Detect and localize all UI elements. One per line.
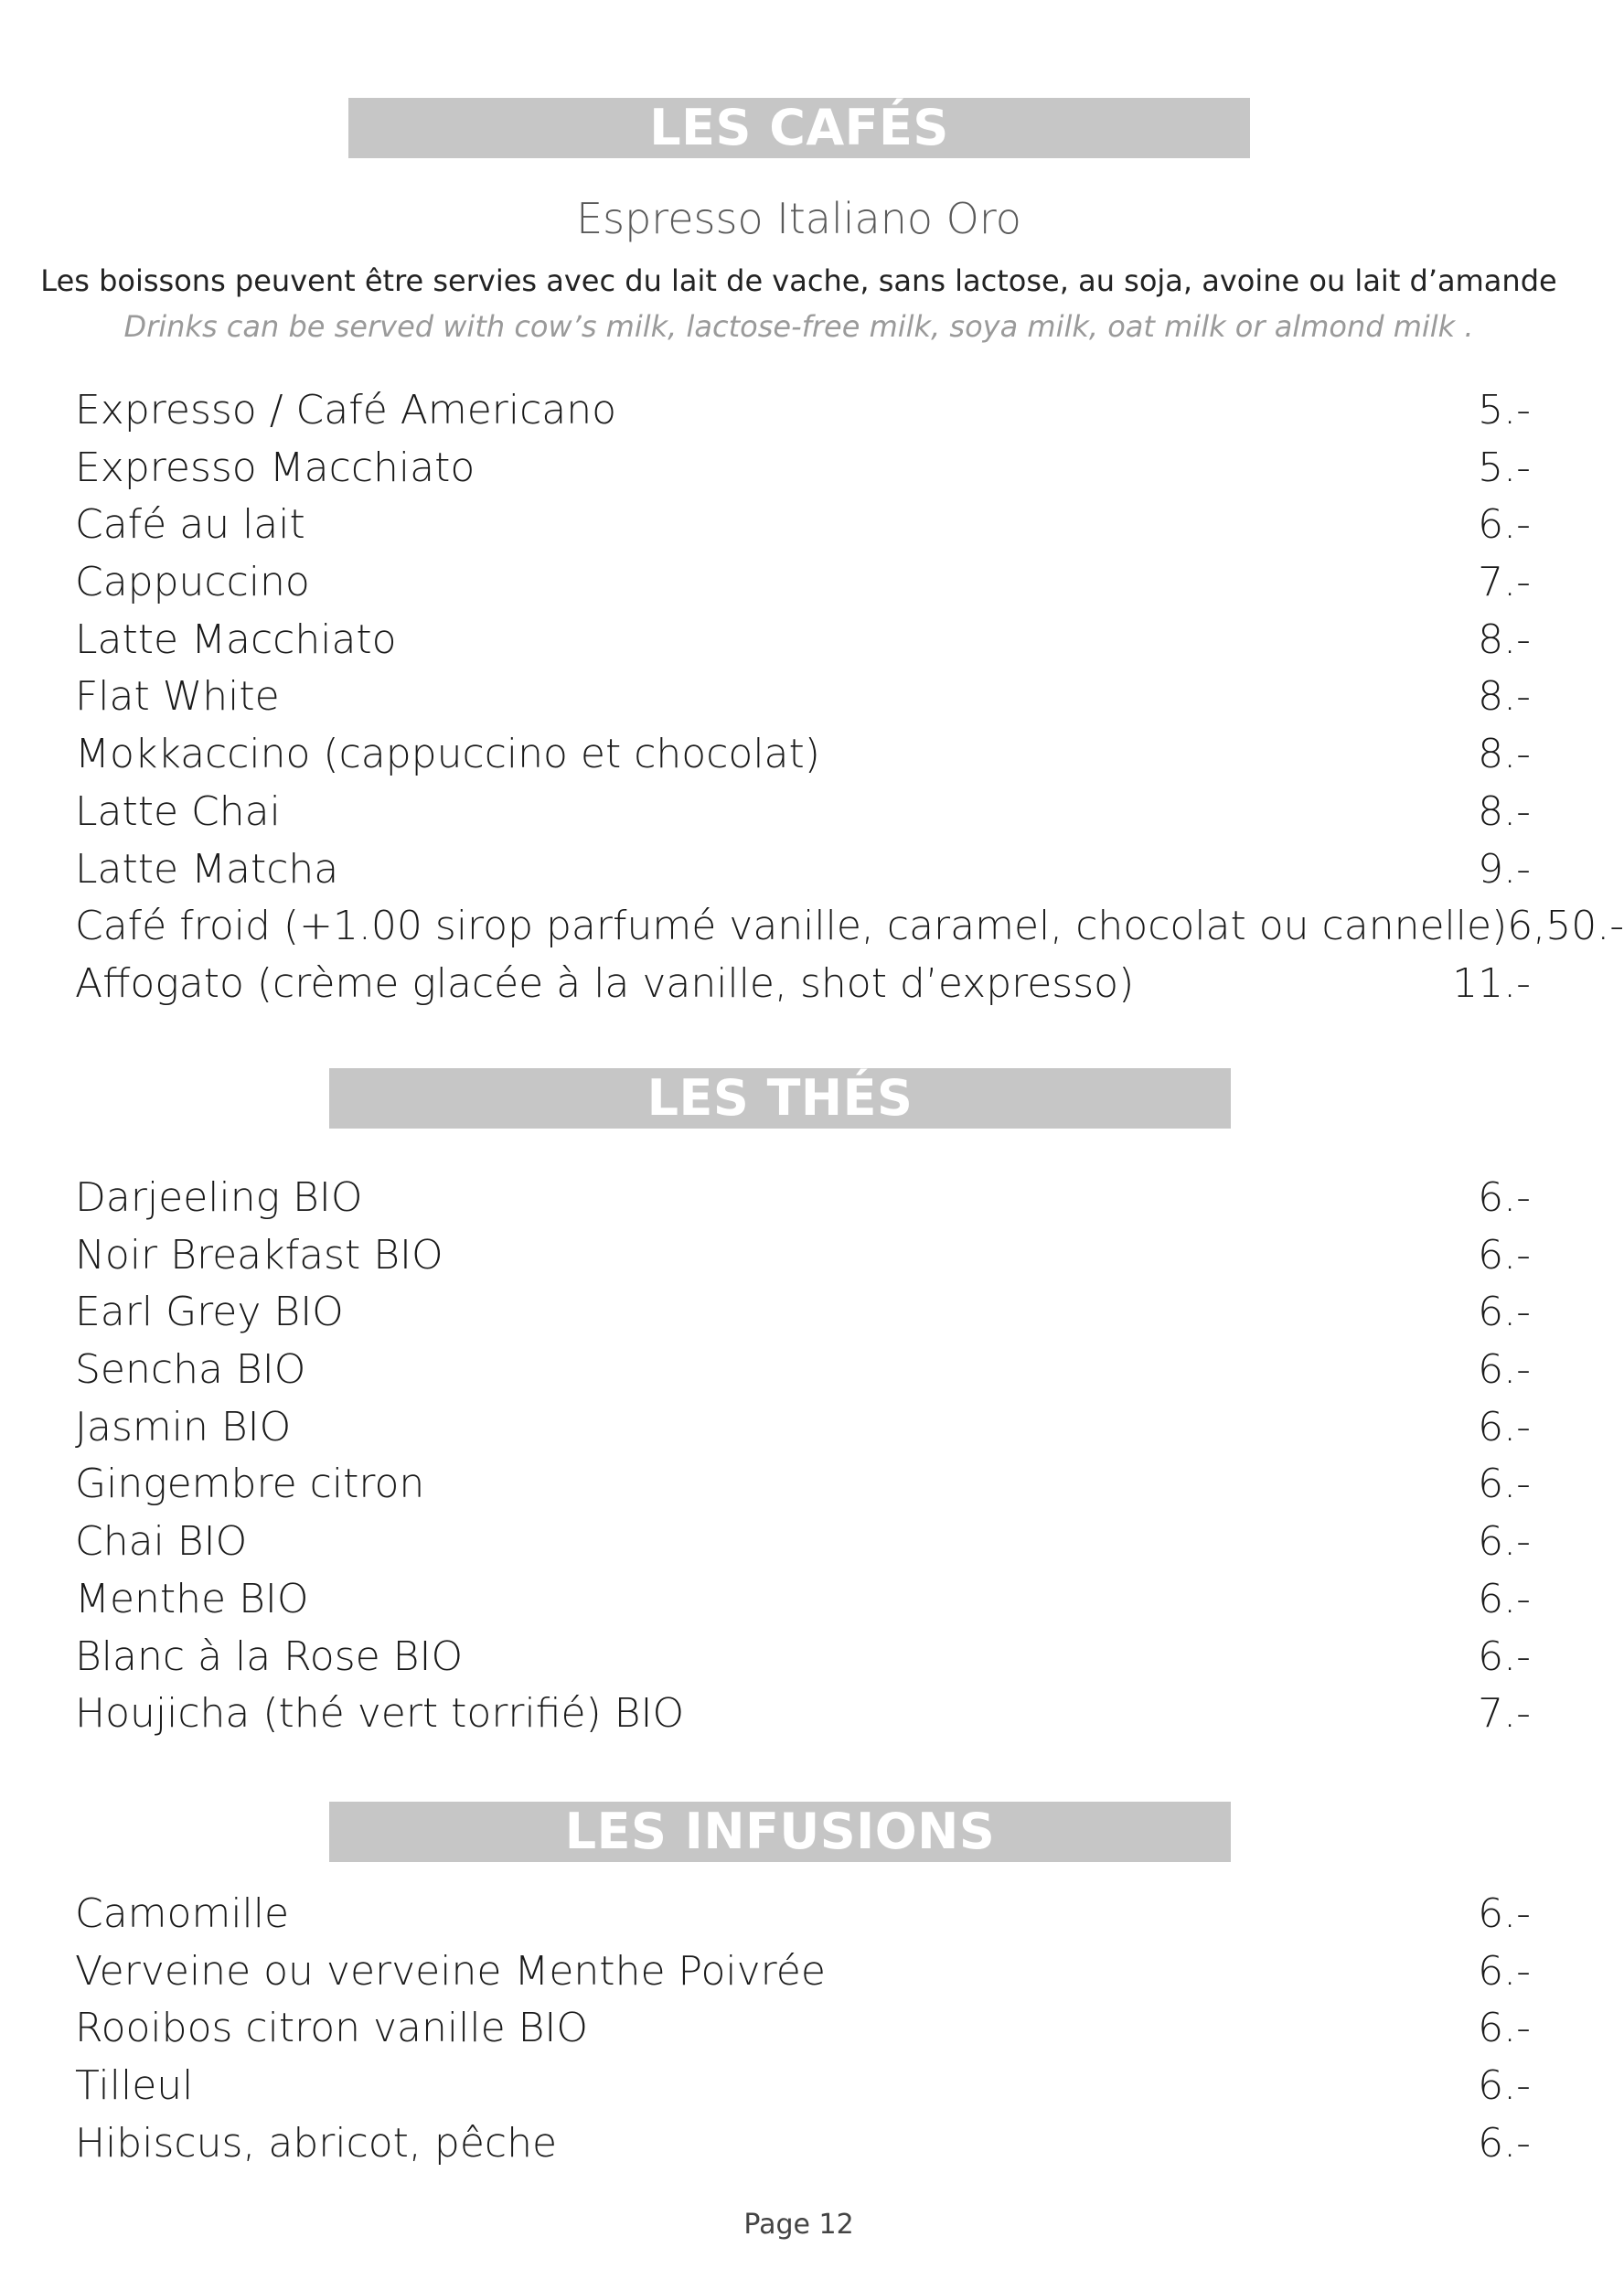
menu-item-name: Earl Grey BIO: [75, 1289, 344, 1336]
menu-item: [75, 903, 1624, 960]
menu-item-name: Verveine ou verveine Menthe Poivrée: [75, 1947, 826, 1995]
menu-item: [75, 2062, 1531, 2120]
menu-item-name: Tilleul: [75, 2062, 194, 2110]
menu-item-price: 6.-: [1478, 1518, 1531, 1566]
menu-item-price: 6.-: [1478, 1346, 1531, 1394]
menu-item-price: 6.-: [1478, 2119, 1531, 2167]
menu-item-name: Cappuccino: [75, 559, 310, 606]
menu-item-name: Menthe BIO: [75, 1575, 309, 1622]
menu-item-price: 8.-: [1478, 787, 1531, 835]
menu-item-name: Latte Matcha: [75, 845, 339, 893]
menu-item-price: 6.-: [1478, 1403, 1531, 1450]
menu-item-name: Blanc à la Rose BIO: [75, 1632, 464, 1680]
menu-item-price: 6.-: [1478, 1575, 1531, 1622]
menu-item-price: 6.-: [1478, 1231, 1531, 1279]
menu-item-name: Chai BIO: [75, 1518, 248, 1566]
menu-item: [75, 673, 1531, 731]
menu-item: [75, 1518, 1531, 1576]
menu-item-name: Rooibos citron vanille BIO: [75, 2005, 589, 2052]
menu-item: [75, 788, 1531, 846]
menu-item-price: 6.-: [1478, 1947, 1531, 1995]
menu-item-name: Darjeeling BIO: [75, 1174, 363, 1221]
menu-item-name: Café au lait: [75, 501, 305, 549]
cafes-subtitle: Espresso Italiano Oro: [576, 194, 1021, 243]
menu-item-name: Latte Macchiato: [75, 615, 397, 663]
menu-item: [75, 387, 1531, 444]
menu-item-price: 6.-: [1478, 501, 1531, 549]
menu-item: [75, 1690, 1531, 1748]
menu-item: [75, 1461, 1531, 1518]
menu-item: [75, 559, 1531, 616]
menu-item-price: 11.-: [1452, 959, 1531, 1007]
section-banner-cafes: LES CAFÉS: [348, 98, 1250, 158]
menu-item-name: Sencha BIO: [75, 1346, 306, 1394]
menu-item-name: Gingembre citron: [75, 1461, 425, 1508]
menu-item-name: Expresso / Café Americano: [75, 387, 617, 433]
menu-item-price: 6,50.-: [1507, 903, 1624, 950]
menu-item-price: 8.-: [1478, 673, 1531, 721]
menu-item-name: Jasmin BIO: [75, 1403, 292, 1450]
milk-note-english: Drinks can be served with cow’s milk, lactose-free milk, soya milk, oat milk or almond milk .: [123, 309, 1474, 344]
menu-item-name: Mokkaccino (cappuccino et chocolat): [75, 731, 820, 778]
menu-item-name: Expresso Macchiato: [75, 444, 475, 491]
menu-item: [75, 1890, 1531, 1948]
menu-item-name: Noir Breakfast BIO: [75, 1231, 443, 1279]
menu-item-name: Latte Chai: [75, 787, 281, 835]
menu-item-price: 7.-: [1478, 1690, 1531, 1738]
menu-item: [75, 616, 1531, 674]
menu-item: [75, 1633, 1531, 1691]
menu-item-name: Flat White: [75, 673, 280, 721]
menu-item-name: Hibiscus, abricot, pêche: [75, 2119, 558, 2167]
menu-item-price: 9.-: [1478, 845, 1531, 893]
menu-item: [75, 1576, 1531, 1633]
menu-item-price: 8.-: [1478, 615, 1531, 663]
menu-item-price: 7.-: [1478, 559, 1531, 606]
menu-item: [75, 846, 1531, 904]
menu-item-price: 8.-: [1478, 731, 1531, 778]
menu-item-price: 6.-: [1478, 2005, 1531, 2052]
menu-item-price: 6.-: [1478, 1174, 1531, 1221]
menu-item: [75, 1346, 1531, 1404]
infusions-menu-list: [75, 1890, 1531, 2177]
menu-item: [75, 731, 1531, 788]
menu-item-price: 6.-: [1478, 1632, 1531, 1680]
menu-item: [75, 1232, 1531, 1290]
menu-item-name: Café froid (+1.00 sirop parfumé vanille, caramel, chocolat ou cannelle): [75, 903, 1508, 950]
section-banner-thes: LES THÉS: [329, 1068, 1231, 1129]
menu-item-name: Affogato (crème glacée à la vanille, shot d’expresso): [75, 959, 1135, 1007]
menu-item: [75, 444, 1531, 502]
menu-item-price: 5.-: [1478, 387, 1531, 433]
menu-item: [75, 1404, 1531, 1461]
menu-item: [75, 1174, 1531, 1232]
thes-menu-list: [75, 1174, 1531, 1748]
menu-item-price: 6.-: [1478, 1289, 1531, 1336]
menu-item: [75, 1289, 1531, 1346]
menu-item-name: Camomille: [75, 1890, 290, 1937]
menu-item-name: Houjicha (thé vert torrifié) BIO: [75, 1690, 685, 1738]
menu-item: [75, 2120, 1531, 2178]
section-banner-infusions: LES INFUSIONS: [329, 1802, 1231, 1862]
menu-item-price: 6.-: [1478, 1890, 1531, 1937]
menu-item: [75, 1948, 1531, 2006]
menu-item: [75, 501, 1531, 559]
milk-note-french: Les boissons peuvent être servies avec du lait de vache, sans lactose, au soja, avoine ou lait d’amande: [40, 263, 1557, 298]
menu-item: [75, 2005, 1531, 2062]
page-number: Page 12: [743, 2209, 854, 2241]
menu-item: [75, 960, 1531, 1018]
menu-item-price: 5.-: [1478, 444, 1531, 491]
menu-item-price: 6.-: [1478, 1461, 1531, 1508]
menu-item-price: 6.-: [1478, 2062, 1531, 2110]
cafes-menu-list: [75, 387, 1624, 1018]
